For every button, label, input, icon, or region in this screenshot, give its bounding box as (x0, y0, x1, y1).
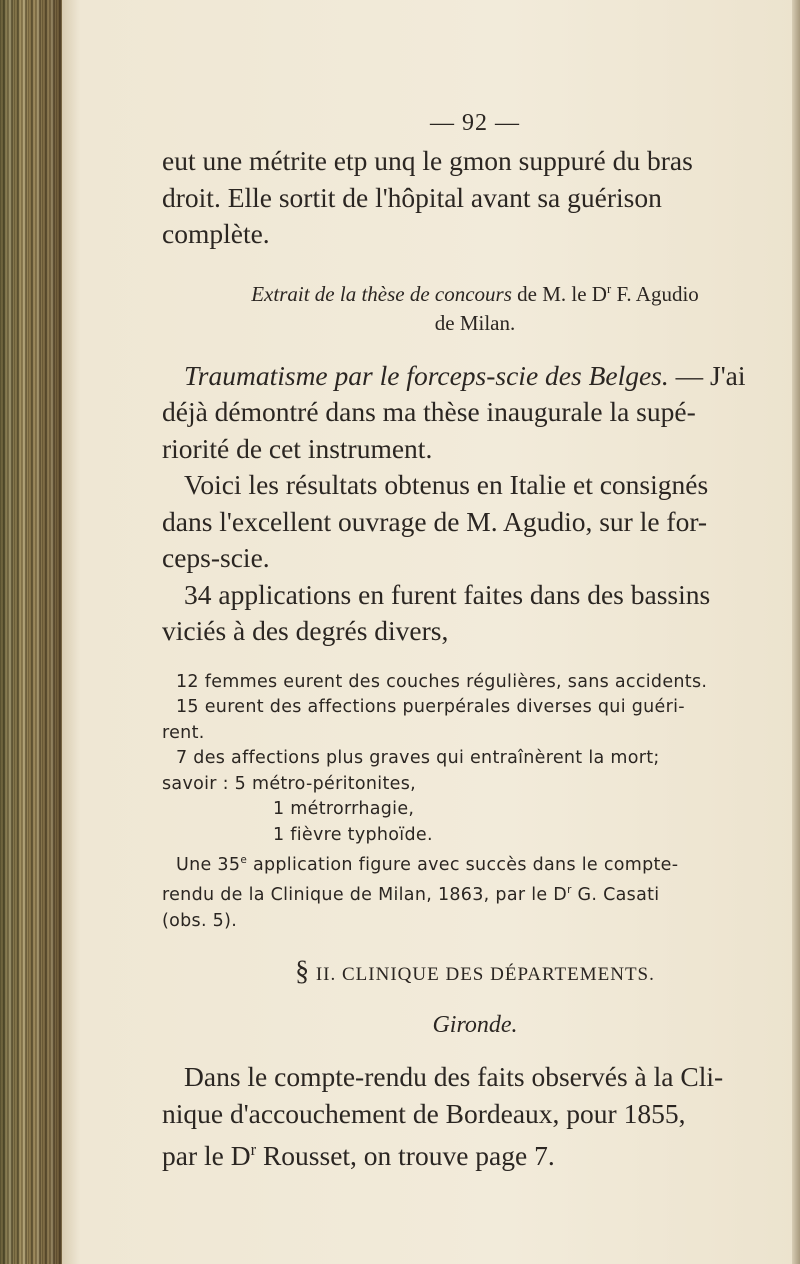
small-line: 15 eurent des affections puerpérales diverses qui guéri- (176, 697, 685, 717)
text-line: nique d'accouchement de Bordeaux, pour 1855, (162, 1097, 686, 1129)
text-line: complète. (162, 218, 270, 249)
small-line: 12 femmes eurent des couches régulières, sans accidents. (176, 671, 708, 692)
paragraph-heading: Traumatisme par le forceps-scie des Belges. (184, 359, 669, 391)
superscript: r (567, 884, 572, 897)
paragraph-traumatisme (162, 358, 788, 468)
text-line: ceps-scie. (162, 542, 270, 573)
text-line: Rousset, on trouve page 7. (256, 1140, 555, 1172)
page-text (162, 110, 788, 1175)
text-line: par le D (162, 1140, 251, 1172)
section-title: II. CLINIQUE DES DÉPARTEMENTS. (310, 964, 655, 986)
small-line: 1 métrorrhagie, (273, 799, 415, 819)
small-line: savoir : 5 métro-péritonites, (162, 773, 416, 794)
section-symbol: § (295, 956, 311, 988)
small-line: rent. (162, 722, 205, 743)
extract-note (162, 275, 788, 338)
page-number: — 92 — (430, 110, 520, 136)
subheading: Gironde. (432, 1012, 518, 1039)
small-line: (obs. 5). (162, 910, 238, 931)
small-line: 7 des affections plus graves qui entraînèrent la mort; (176, 748, 660, 768)
text-line: dans l'excellent ouvrage de M. Agudio, sur le for- (162, 505, 708, 537)
paragraph-final (162, 1059, 788, 1175)
extract-text: F. Agudio (611, 281, 699, 306)
text-line: Voici les résultats obtenus en Italie et consignés (184, 469, 709, 500)
superscript: e (240, 854, 248, 866)
extract-title: Extrait de la thèse de concours (251, 281, 512, 306)
superscript: r (250, 1140, 257, 1160)
section-heading (162, 956, 788, 988)
text-line: eut une métrite etp unq le gmon suppuré du bras (162, 145, 693, 176)
paragraph-3 (162, 467, 788, 577)
text-line: déjà démontré dans ma thèse inaugurale la supé- (162, 396, 696, 427)
extract-line-2: de Milan. (434, 310, 516, 335)
small-line: 1 fièvre typhoïde. (273, 824, 433, 845)
paragraph-4 (162, 577, 788, 650)
text-line: rendu de la Clinique de Milan, 1863, par le D (162, 885, 568, 906)
text-line: droit. Elle sortit de l'hôpital avant sa guérison (162, 181, 662, 213)
text-line: G. Casati (571, 885, 660, 906)
text-line: 34 applications en furent faites dans des bassins (184, 578, 711, 610)
text-line: — J'ai (668, 359, 746, 391)
text-line: Une 35 (176, 854, 241, 875)
text-line: viciés à des degrés divers, (162, 615, 449, 646)
superscript: r (606, 281, 612, 296)
text-line: application figure avec succès dans le compte- (247, 854, 679, 875)
page-edge (792, 0, 800, 1264)
book-binding (0, 0, 62, 1264)
extract-text: de M. le D (511, 281, 607, 306)
small-line (162, 878, 788, 908)
paragraph-1 (162, 143, 788, 253)
text-line: Dans le compte-rendu des faits observés à la Cli- (184, 1061, 724, 1093)
small-paragraph-une (162, 848, 788, 878)
text-line: riorité de cet instrument. (162, 432, 433, 464)
